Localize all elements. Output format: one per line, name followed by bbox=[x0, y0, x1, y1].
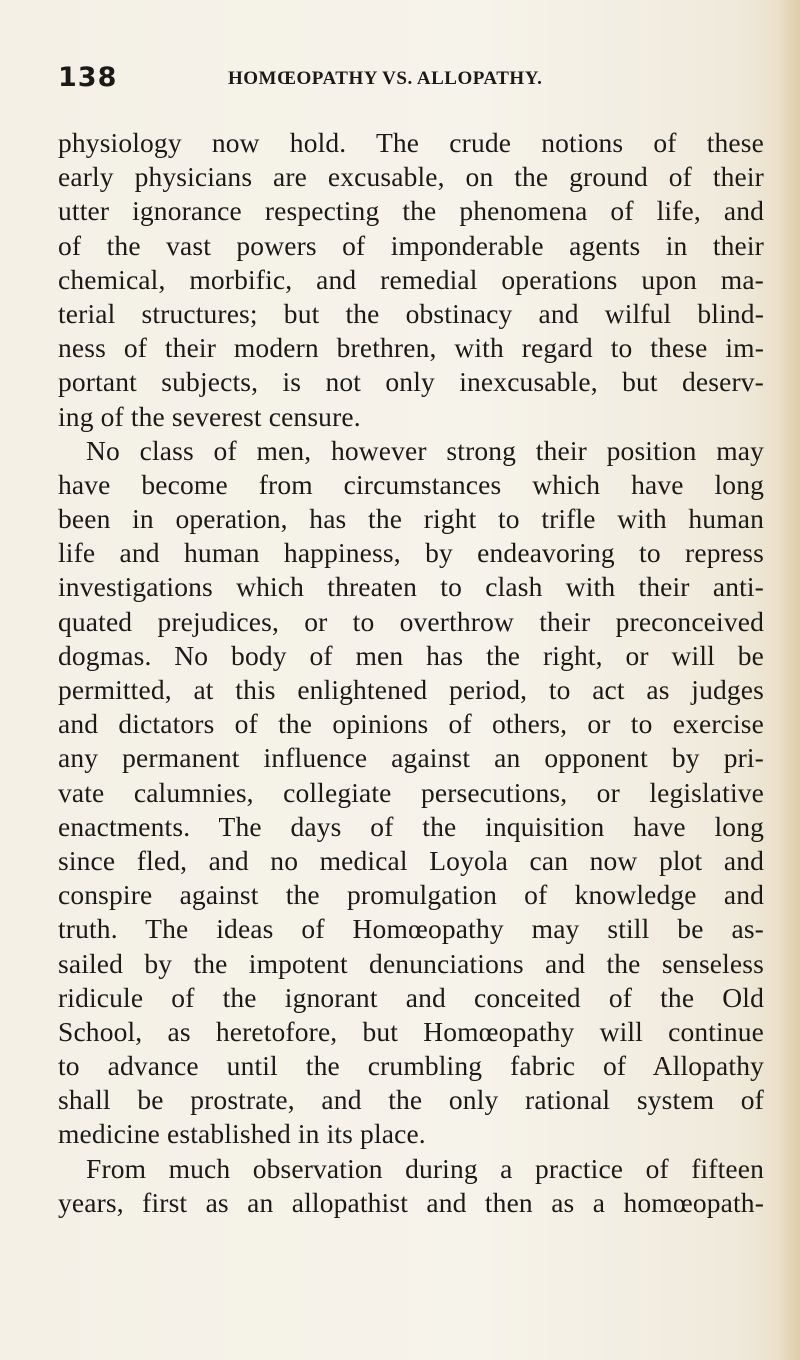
text-line: physiology now hold. The crude notions of these bbox=[58, 127, 764, 158]
text-line: early physicians are excusable, on the ground of their bbox=[58, 161, 764, 193]
text-line: portant subjects, is not only inexcusable, but deserv- bbox=[58, 366, 764, 398]
page-number: 138 bbox=[58, 62, 118, 93]
page-edge-shadow bbox=[778, 0, 800, 1360]
running-head: HOMŒOPATHY VS. ALLOPATHY. bbox=[228, 68, 543, 89]
text-line: any permanent influence against an opponent by pri- bbox=[58, 742, 764, 774]
text-line: School, as heretofore, but Homœopathy will continue bbox=[58, 1015, 764, 1047]
text-line: permitted, at this enlightened period, to act as judges bbox=[58, 674, 764, 705]
text-line: and dictators of the opinions of others, or to exercise bbox=[58, 708, 764, 740]
body-text bbox=[58, 126, 764, 1220]
text-line: chemical, morbific, and remedial operations upon ma- bbox=[58, 263, 764, 295]
text-line: years, first as an allopathist and then as a homœopath- bbox=[58, 1186, 764, 1218]
text-line: investigations which threaten to clash with their anti- bbox=[58, 571, 764, 603]
text-line: ness of their modern brethren, with regard to these im- bbox=[58, 332, 764, 364]
text-line: ing of the severest censure. bbox=[58, 400, 361, 432]
text-line: quated prejudices, or to overthrow their preconceived bbox=[58, 605, 764, 637]
text-line: dogmas. No body of men has the right, or will be bbox=[58, 639, 764, 671]
text-line: sailed by the impotent denunciations and the senseless bbox=[58, 947, 764, 979]
text-line: vate calumnies, collegiate persecutions, or legislative bbox=[58, 776, 764, 808]
text-line: No class of men, however strong their position may bbox=[86, 434, 764, 466]
text-line: enactments. The days of the inquisition have long bbox=[58, 810, 764, 842]
text-line: conspire against the promulgation of knowledge and bbox=[58, 879, 764, 911]
text-line: From much observation during a practice of fifteen bbox=[86, 1152, 764, 1184]
text-line: utter ignorance respecting the phenomena of life, and bbox=[58, 195, 764, 227]
text-line: medicine established in its place. bbox=[58, 1118, 426, 1150]
text-line: of the vast powers of imponderable agents in their bbox=[58, 229, 764, 261]
text-line: been in operation, has the right to trifle with human bbox=[58, 503, 764, 535]
text-line: truth. The ideas of Homœopathy may still be as- bbox=[58, 913, 764, 945]
text-line: have become from circumstances which have long bbox=[58, 468, 764, 500]
text-line: to advance until the crumbling fabric of Allopathy bbox=[58, 1050, 764, 1082]
text-line: shall be prostrate, and the only rational system of bbox=[58, 1084, 764, 1116]
page-header bbox=[58, 62, 758, 102]
text-line: terial structures; but the obstinacy and wilful blind- bbox=[58, 297, 764, 329]
text-line: ridicule of the ignorant and conceited of the Old bbox=[58, 981, 764, 1013]
text-line: since fled, and no medical Loyola can now plot and bbox=[58, 844, 764, 876]
text-line: life and human happiness, by endeavoring to repress bbox=[58, 537, 764, 569]
